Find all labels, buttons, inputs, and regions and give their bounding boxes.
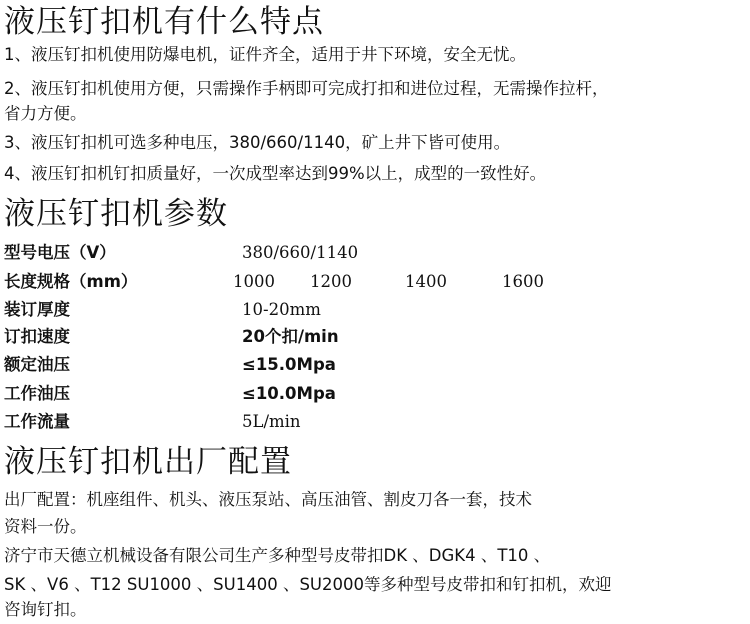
- feature-line-4: 4、液压钉扣机钉扣质量好，一次成型率达到99%以上，成型的一致性好。: [4, 164, 547, 183]
- param-row-working-pressure: [4, 382, 744, 406]
- param-value: 380/660/1140: [242, 243, 359, 262]
- param-row-voltage: [4, 241, 744, 265]
- feature-line-1: 1、液压钉扣机使用防爆电机，证件齐全，适用于井下环境，安全无忧。: [4, 45, 526, 64]
- param-label: 型号电压（V）: [4, 243, 116, 262]
- feature-line-2-cont: 省力方便。: [4, 104, 87, 123]
- feature-line-3: 3、液压钉扣机可选多种电压，380/660/1140，矿上井下皆可使用。: [4, 133, 511, 152]
- param-value: 1400: [405, 272, 447, 291]
- section-title-params: 液压钉扣机参数: [4, 196, 228, 232]
- param-value: 1600: [502, 272, 544, 291]
- company-line-2: SK 、V6 、T12 SU1000 、SU1400 、SU2000等多种型号皮带扣和钉扣机，欢迎: [4, 575, 612, 594]
- company-line-1: 济宁市天德立机械设备有限公司生产多种型号皮带扣DK 、DGK4 、T10 、: [4, 546, 551, 565]
- param-row-speed: [4, 325, 744, 349]
- section-title-config: 液压钉扣机出厂配置: [4, 444, 292, 480]
- param-row-thickness: [4, 298, 744, 322]
- param-label: 装订厚度: [4, 300, 70, 319]
- param-value: 5L/min: [242, 412, 301, 431]
- param-label: 额定油压: [4, 355, 70, 374]
- param-value: ≤15.0Mpa: [242, 355, 336, 374]
- param-row-flow: [4, 410, 744, 434]
- param-label: 订扣速度: [4, 327, 70, 346]
- param-value: 1200: [310, 272, 352, 291]
- param-value: 1000: [233, 272, 275, 291]
- section-title-features: 液压钉扣机有什么特点: [4, 4, 324, 40]
- param-row-rated-pressure: [4, 353, 744, 377]
- feature-line-2: 2、液压钉扣机使用方便，只需操作手柄即可完成打扣和进位过程，无需操作拉杆，: [4, 79, 609, 98]
- param-label: 工作流量: [4, 412, 70, 431]
- config-line-2: 资料一份。: [4, 517, 87, 536]
- param-label: 长度规格（mm）: [4, 272, 138, 291]
- config-line-1: 出厂配置：机座组件、机头、液压泵站、高压油管、割皮刀各一套，技术: [4, 490, 532, 509]
- param-value: 20个扣/min: [242, 327, 339, 346]
- param-row-length: [4, 270, 744, 294]
- company-line-3: 咨询钉扣。: [4, 600, 87, 619]
- param-value: ≤10.0Mpa: [242, 384, 336, 403]
- param-label: 工作油压: [4, 384, 70, 403]
- param-value: 10-20mm: [242, 300, 321, 319]
